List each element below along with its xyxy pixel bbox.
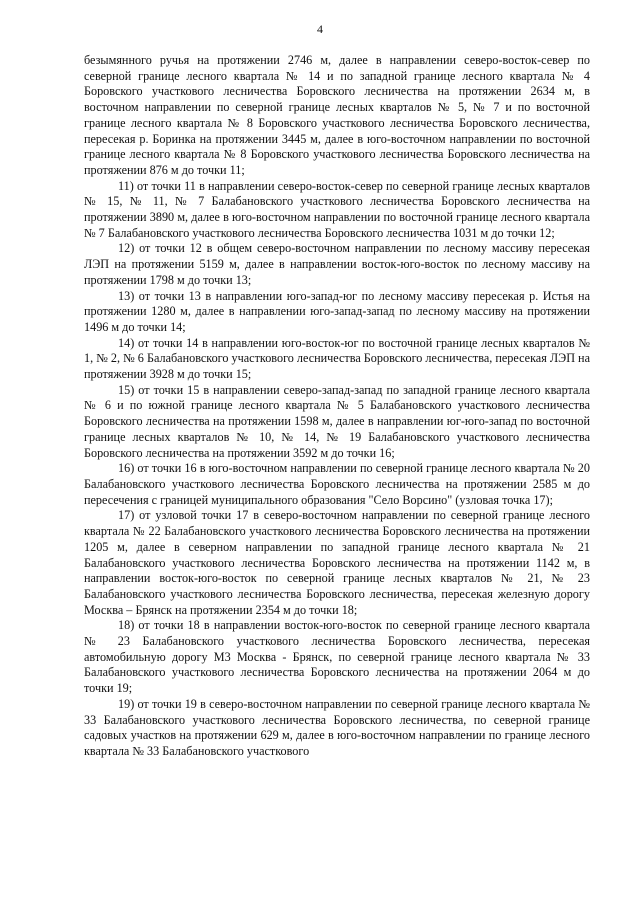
paragraph-item-14: 14) от точки 14 в направлении юго-восток-юг по восточной границе лесных кварталов № 1, № 2, № 6 Балабановского участкового лесничества Боровского лесничества, пересекая ЛЭП на протяжении 3928 м до точки 15; [84, 335, 590, 382]
paragraph-item-19: 19) от точки 19 в северо-восточном направлении по северной границе лесного квартала № 33 Балабановского участкового лесничества Боровского лесничества, по северной границе садовых участков на протяжении 629 м, далее в юго-восточном направлении по границе лесного квартала № 33 Балабановского участкового [84, 696, 590, 758]
page-number: 4 [317, 22, 323, 36]
paragraph-continuation: безымянного ручья на протяжении 2746 м, далее в направлении северо-восток-север по северной границе лесного квартала № 14 и по западной границе лесного квартала № 4 Боровского участкового лесничества Боровского лесничества на протяжении 2634 м, в восточном направлении по северной границе лесных кварталов № 5, № 7 и по восточной границе лесного квартала № 8 Боровского участкового лесничества Боровского лесничества, пересекая р. Боринка на протяжении 3445 м, далее в юго-восточном направлении по восточной границе лесного квартала № 8 Боровского участкового лесничества Боровского лесничества на протяжении 876 м до точки 11; [84, 53, 590, 177]
paragraph-item-17: 17) от узловой точки 17 в северо-восточном направлении по северной границе лесного квартала № 22 Балабановского участкового лесничества Боровского лесничества на протяжении 1205 м, далее в северном направлении по западной границе лесного квартала № 21 Балабановского участкового лесничества Боровского лесничества на протяжении 1142 м, в направлении восток-юго-восток по северной границе лесных кварталов № 21, № 23 Балабановского участкового лесничества Боровского лесничества, пересекая железную дорогу Москва – Брянск на протяжении 2354 м до точки 18; [84, 508, 590, 617]
paragraph-item-12: 12) от точки 12 в общем северо-восточном направлении по лесному массиву пересекая ЛЭП на протяжении 5159 м, далее в направлении восток-юго-восток по лесному массиву на протяжении 1798 м до точки 13; [84, 241, 590, 287]
paragraph-item-16: 16) от точки 16 в юго-восточном направлении по северной границе лесного квартала № 20 Балабановского участкового лесничества Боровского лесничества на протяжении 2585 м до пересечения с границей муниципального образования "Село Ворсино" (узловая точка 17); [84, 461, 590, 507]
paragraph-item-18: 18) от точки 18 в направлении восток-юго-восток по северной границе лесного квартала № 23 Балабановского участкового лесничества Боровского лесничества, пересекая автомобильную дорогу М3 Москва - Брянск, по северной границе лесного квартала № 33 Балабановского участкового лесничества Боровского лесничества на протяжении 2064 м до точки 19; [84, 618, 590, 696]
paragraph-item-11: 11) от точки 11 в направлении северо-восток-север по северной границе лесных кварталов № 15, № 11, № 7 Балабановского участкового лесничества Боровского лесничества на протяжении 3890 м, далее в юго-восточном направлении по восточной границе лесного квартала № 7 Балабановского участкового лесничества Боровского лесничества 1031 м до точки 12; [84, 178, 590, 240]
paragraph-item-15: 15) от точки 15 в направлении северо-запад-запад по западной границе лесного квартала № 6 и по южной границе лесного квартала № 5 Балабановского участкового лесничества Боровского лесничества на протяжении 1598 м, далее в направлении юг-юго-запад по восточной границе лесных кварталов № 10, № 14, № 19 Балабановского участкового лесничества Боровского лесничества на протяжении 3592 м до точки 16; [84, 382, 590, 460]
paragraph-item-13: 13) от точки 13 в направлении юго-запад-юг по лесному массиву пересекая р. Истья на протяжении 1280 м, далее в направлении юго-запад-запад по лесному массиву на протяжении 1496 м до точки 14; [84, 288, 590, 334]
document-body [84, 53, 590, 760]
